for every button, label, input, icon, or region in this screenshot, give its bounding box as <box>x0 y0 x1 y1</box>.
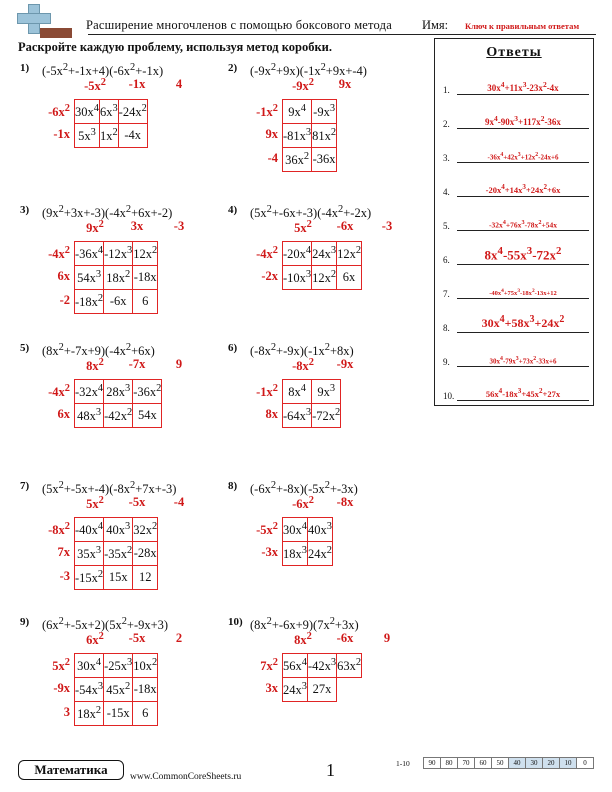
row-factor: -3x <box>261 545 278 559</box>
grid-cell: $-42x^3$ <box>307 654 336 678</box>
answer-number: 8. <box>443 323 450 333</box>
grid-cell: $-36x^2$ <box>133 380 162 404</box>
worksheet-title: Расширение многочленов с помощью боксового метода <box>86 18 392 32</box>
grid-cell: $1x^2$ <box>99 124 118 148</box>
grid-cell: 6 <box>133 702 158 726</box>
answer-row <box>443 349 591 369</box>
answer-text: $30x^4-79x^3+73x^2-33x+6$ <box>489 355 557 365</box>
score-cell: 10 <box>560 758 577 769</box>
answer-number: 7. <box>443 289 450 299</box>
answer-line <box>457 264 589 265</box>
score-cell: 40 <box>509 758 526 769</box>
grid-cell: $12x^2$ <box>312 266 337 290</box>
score-cell: 30 <box>526 758 543 769</box>
row-factor: 3x <box>265 681 278 695</box>
grid-cell: $-36x^4$ <box>75 242 104 266</box>
row-factor: $-6x^2$ <box>48 103 70 120</box>
answer-row <box>443 213 591 233</box>
row-factor: $-4x^2$ <box>256 245 278 262</box>
problem-number: 3) <box>20 204 30 216</box>
grid-cell: $30x^4$ <box>75 100 100 124</box>
footer-brand: Математика <box>18 760 124 780</box>
grid-cell: $-15x^2$ <box>75 566 104 590</box>
grid-cell: $30x^4$ <box>75 654 104 678</box>
grid-cell: $45x^2$ <box>104 678 133 702</box>
grid-cell: $-9x^3$ <box>312 100 337 124</box>
footer-url: www.CommonCoreSheets.ru <box>130 772 242 782</box>
answer-row <box>443 179 591 199</box>
column-factor: -7x <box>128 357 146 371</box>
row-factor: $5x^2$ <box>52 657 70 674</box>
problem-expression: $(9x^2+3x+-3)(-4x^2+6x+-2)$ <box>42 204 173 221</box>
grid-cell: $32x^2$ <box>133 518 158 542</box>
problem-expression: $(5x^2+-6x+-3)(-4x^2+-2x)$ <box>250 204 372 221</box>
problem-expression: $(8x^2+-6x+9)(7x^2+3x)$ <box>250 616 359 633</box>
answer-number: 6. <box>443 255 450 265</box>
row-factor: -9x <box>53 681 70 695</box>
row-factor: -1x <box>53 127 70 141</box>
column-factor: 9 <box>175 357 183 371</box>
column-factor: -3 <box>173 219 185 233</box>
grid-cell: $-72x^2$ <box>312 404 341 428</box>
score-cell: 80 <box>441 758 458 769</box>
column-factor: -5x <box>128 631 146 645</box>
answer-text: $8x^4-55x^3-72x^2$ <box>484 244 562 262</box>
row-factor: 6x <box>57 407 70 421</box>
grid-cell: $5x^3$ <box>75 124 100 148</box>
grid-cell: $18x^2$ <box>104 266 133 290</box>
answer-text: $-36x^4+42x^3+12x^2-24x+6$ <box>487 151 559 161</box>
answer-number: 2. <box>443 119 450 129</box>
product-grid <box>282 517 333 566</box>
column-factor: -1x <box>128 77 146 91</box>
answer-number: 3. <box>443 153 450 163</box>
answer-number: 4. <box>443 187 450 197</box>
grid-cell: -18x <box>133 266 158 290</box>
grid-cell: $48x^3$ <box>75 404 104 428</box>
grid-cell: $8x^4$ <box>283 380 312 404</box>
answers-panel <box>434 38 594 406</box>
problem-expression: $(-5x^2+-1x+4)(-6x^2+-1x)$ <box>42 62 164 79</box>
answer-row <box>443 111 591 131</box>
grid-cell: $30x^4$ <box>283 518 308 542</box>
grid-cell: -36x <box>312 148 337 172</box>
row-factor: $-1x^2$ <box>256 103 278 120</box>
column-factor: $8x^2$ <box>294 631 312 648</box>
product-grid <box>282 379 341 428</box>
grid-cell: $-12x^3$ <box>104 242 133 266</box>
column-factor: -4 <box>173 495 185 509</box>
score-cell: 50 <box>492 758 509 769</box>
product-grid <box>74 379 162 428</box>
row-factor: $-1x^2$ <box>256 383 278 400</box>
grid-cell: $63x^2$ <box>337 654 362 678</box>
logo-plus-icon <box>16 4 60 38</box>
product-grid <box>282 653 362 702</box>
grid-cell: $-42x^2$ <box>104 404 133 428</box>
problem-expression: $(5x^2+-5x+-4)(-8x^2+7x+-3)$ <box>42 480 177 497</box>
answer-row <box>443 77 591 97</box>
grid-cell: 27x <box>307 678 336 702</box>
answer-line <box>457 94 589 95</box>
column-factor: 9x <box>338 77 352 91</box>
instructions: Раскройте каждую проблему, используя метод коробки. <box>18 40 332 54</box>
grid-cell: $28x^3$ <box>104 380 133 404</box>
grid-cell: 6x <box>337 266 362 290</box>
grid-cell: $10x^2$ <box>133 654 158 678</box>
answer-number: 10. <box>443 391 455 401</box>
page-number: 1 <box>326 760 335 780</box>
row-factor: $-8x^2$ <box>48 521 70 538</box>
column-factor: $9x^2$ <box>86 219 104 236</box>
answer-text: $30x^4+11x^3-23x^2-4x$ <box>487 80 559 93</box>
product-grid <box>74 517 158 590</box>
answer-line <box>457 298 589 299</box>
answer-number: 9. <box>443 357 450 367</box>
answer-text: $9x^4-90x^3+117x^2-36x$ <box>485 114 561 127</box>
problem-expression: $(-8x^2+-9x)(-1x^2+8x)$ <box>250 342 354 359</box>
column-factor: -6x <box>336 219 354 233</box>
row-factor: 7x <box>57 545 70 559</box>
score-cell: 70 <box>458 758 475 769</box>
grid-cell: $12x^2$ <box>337 242 362 266</box>
answer-key-label: Ключ к правильным ответам <box>465 21 580 31</box>
column-factor: -8x <box>336 495 354 509</box>
grid-cell: $-32x^4$ <box>75 380 104 404</box>
score-cell: 20 <box>543 758 560 769</box>
column-factor: $-8x^2$ <box>292 357 314 374</box>
answer-line <box>457 332 589 333</box>
column-factor: $-6x^2$ <box>292 495 314 512</box>
grid-cell: $12x^2$ <box>133 242 158 266</box>
column-factor: 4 <box>175 77 183 91</box>
grid-cell: $-81x^3$ <box>283 124 312 148</box>
grid-cell: $-35x^2$ <box>104 542 133 566</box>
column-factor: $5x^2$ <box>294 219 312 236</box>
grid-cell: -4x <box>118 124 147 148</box>
grid-cell: 54x <box>133 404 162 428</box>
grid-cell: $40x^3$ <box>307 518 332 542</box>
row-factor: -2x <box>261 269 278 283</box>
answer-number: 5. <box>443 221 450 231</box>
row-factor: 6x <box>57 269 70 283</box>
grid-cell: -28x <box>133 542 158 566</box>
answer-line <box>457 128 589 129</box>
grid-cell: $-25x^3$ <box>104 654 133 678</box>
answer-text: $-20x^4+14x^3+24x^2+6x$ <box>485 183 561 195</box>
grid-cell: $36x^2$ <box>283 148 312 172</box>
answer-row <box>443 145 591 165</box>
answer-number: 1. <box>443 85 450 95</box>
grid-cell: $24x^2$ <box>307 542 332 566</box>
row-factor: -2 <box>59 293 70 307</box>
grid-cell: $-40x^4$ <box>75 518 104 542</box>
row-factor: 9x <box>265 127 278 141</box>
grid-cell: $18x^3$ <box>283 542 308 566</box>
score-cell: 90 <box>424 758 441 769</box>
grid-cell: $-54x^3$ <box>75 678 104 702</box>
score-cell: 0 <box>577 758 594 769</box>
row-factor: -4 <box>267 151 278 165</box>
product-grid <box>74 653 158 726</box>
product-grid <box>74 99 148 148</box>
header-divider <box>88 34 596 35</box>
column-factor: -6x <box>336 631 354 645</box>
grid-cell: $40x^3$ <box>104 518 133 542</box>
problem-expression: $(6x^2+-5x+2)(5x^2+-9x+3)$ <box>42 616 169 633</box>
problem-number: 1) <box>20 62 30 74</box>
row-factor: $-4x^2$ <box>48 383 70 400</box>
column-factor: -9x <box>336 357 354 371</box>
column-factor: $5x^2$ <box>86 495 104 512</box>
column-factor: $8x^2$ <box>86 357 104 374</box>
column-factor: $-5x^2$ <box>84 77 106 94</box>
grid-cell: $-20x^4$ <box>283 242 312 266</box>
grid-cell: $18x^2$ <box>75 702 104 726</box>
column-factor: 9 <box>383 631 391 645</box>
answers-title: Ответы <box>486 45 542 60</box>
problem-expression: $(-6x^2+-8x)(-5x^2+-3x)$ <box>250 480 358 497</box>
grid-cell: 12 <box>133 566 158 590</box>
grid-cell: $6x^3$ <box>99 100 118 124</box>
grid-cell: -15x <box>104 702 133 726</box>
problem-number: 8) <box>228 480 238 492</box>
grid-cell: $56x^4$ <box>283 654 308 678</box>
grid-cell: 6 <box>133 290 158 314</box>
answer-text: $-40x^4+75x^3-18x^2-13x+12$ <box>489 287 557 297</box>
problem-number: 7) <box>20 480 30 492</box>
row-factor: $-5x^2$ <box>256 521 278 538</box>
grid-cell: $81x^2$ <box>312 124 337 148</box>
column-factor: $-9x^2$ <box>292 77 314 94</box>
problem-number: 5) <box>20 342 30 354</box>
column-factor: 2 <box>175 631 183 645</box>
column-factor: -3 <box>381 219 393 233</box>
product-grid <box>282 99 337 172</box>
column-factor: 3x <box>130 219 144 233</box>
score-range-label: 1-10 <box>396 759 410 768</box>
grid-cell: $-64x^3$ <box>283 404 312 428</box>
grid-cell: -6x <box>104 290 133 314</box>
answer-row <box>443 383 591 403</box>
grid-cell: $-18x^2$ <box>75 290 104 314</box>
answer-row <box>443 315 591 335</box>
grid-cell: $24x^3$ <box>283 678 308 702</box>
answer-text: $-32x^4+76x^3-78x^2+54x$ <box>489 218 557 229</box>
grid-cell: $54x^3$ <box>75 266 104 290</box>
grid-cell: $9x^3$ <box>312 380 341 404</box>
name-label: Имя: <box>422 18 449 32</box>
answer-line <box>457 366 589 367</box>
score-cell: 60 <box>475 758 492 769</box>
grid-cell: $9x^4$ <box>283 100 312 124</box>
grid-cell: $-10x^3$ <box>283 266 312 290</box>
row-factor: 3 <box>63 705 70 719</box>
score-table <box>423 757 594 769</box>
answer-text: $56x^4-18x^3+45x^2+27x$ <box>485 387 561 399</box>
row-factor: 8x <box>265 407 278 421</box>
answer-line <box>457 196 589 197</box>
problem-number: 9) <box>20 616 30 628</box>
column-factor: $6x^2$ <box>86 631 104 648</box>
product-grid <box>282 241 362 290</box>
row-factor: $-4x^2$ <box>48 245 70 262</box>
grid-cell: -18x <box>133 678 158 702</box>
answer-line <box>457 400 589 401</box>
answer-row <box>443 244 591 267</box>
problem-number: 4) <box>228 204 238 216</box>
grid-cell: $35x^3$ <box>75 542 104 566</box>
answer-text: $30x^4+58x^3+24x^2$ <box>481 314 565 330</box>
problem-expression: $(8x^2+-7x+9)(-4x^2+6x)$ <box>42 342 155 359</box>
column-factor: -5x <box>128 495 146 509</box>
grid-cell: $24x^3$ <box>312 242 337 266</box>
answer-line <box>457 230 589 231</box>
answer-row <box>443 281 591 301</box>
row-factor: $7x^2$ <box>260 657 278 674</box>
problem-expression: $(-9x^2+9x)(-1x^2+9x+-4)$ <box>250 62 367 79</box>
problem-number: 2) <box>228 62 238 74</box>
grid-cell: 15x <box>104 566 133 590</box>
row-factor: -3 <box>59 569 70 583</box>
problem-number: 10) <box>228 616 243 628</box>
grid-cell: $-24x^2$ <box>118 100 147 124</box>
answer-line <box>457 162 589 163</box>
problem-number: 6) <box>228 342 238 354</box>
product-grid <box>74 241 158 314</box>
